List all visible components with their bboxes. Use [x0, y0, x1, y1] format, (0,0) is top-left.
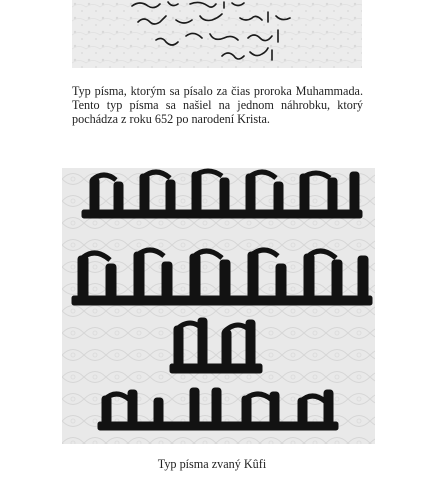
caption-kufi: Typ písma zvaný Kûfi	[157, 457, 267, 471]
handwritten-script-illustration	[72, 0, 362, 68]
kufic-calligraphy-illustration	[62, 168, 375, 444]
kufic-calligraphy-image	[62, 168, 375, 444]
caption-early-script: Typ písma, ktorým sa písalo za čias proroka Muhammada. Tento typ písma sa našiel na jednom náhrobku, ktorý pochádza z roku 652 po narodení Krista.	[72, 84, 363, 127]
early-arabic-script-image	[72, 0, 362, 68]
